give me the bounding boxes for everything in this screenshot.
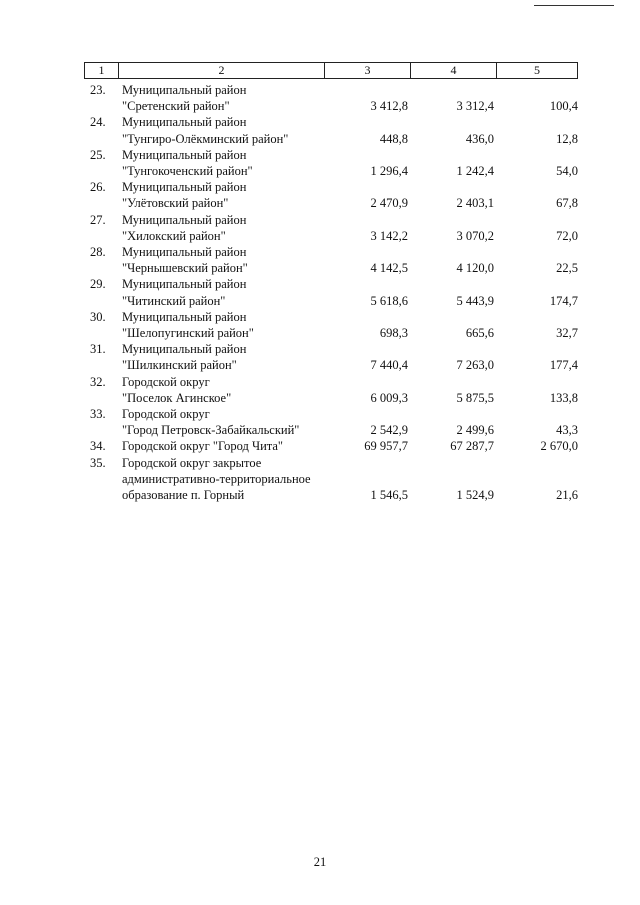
table-row [84, 309, 578, 341]
value-col-3: 4 142,5 [370, 261, 408, 276]
header-col-1: 1 [85, 63, 119, 78]
table-row [84, 179, 578, 211]
value-col-4: 436,0 [465, 131, 494, 146]
row-number: 31. [90, 342, 106, 357]
row-name-line: Муниципальный район [122, 115, 247, 130]
table-row [84, 244, 578, 276]
row-name [118, 309, 324, 341]
row-number: 26. [90, 180, 106, 195]
row-name [118, 374, 324, 406]
value-col-3: 448,8 [379, 131, 408, 146]
row-name [118, 114, 324, 146]
header-col-3: 3 [325, 63, 411, 78]
value-col-4: 2 403,1 [456, 196, 494, 211]
value-col-4: 1 242,4 [456, 164, 494, 179]
value-col-5: 12,8 [556, 131, 578, 146]
value-col-4: 7 263,0 [456, 358, 494, 373]
row-name [118, 276, 324, 308]
value-col-4: 67 287,7 [450, 439, 494, 454]
value-col-3: 69 957,7 [364, 439, 408, 454]
value-col-5: 174,7 [549, 293, 578, 308]
row-name-line: Муниципальный район [122, 147, 247, 162]
table-row [84, 374, 578, 406]
value-col-4: 3 070,2 [456, 228, 494, 243]
row-name-line: "Тунгокоченский район" [122, 164, 253, 179]
value-col-4: 665,6 [465, 326, 494, 341]
table-row [84, 406, 578, 438]
row-name-line: Городской округ [122, 407, 210, 422]
value-col-4: 4 120,0 [456, 261, 494, 276]
value-col-5: 54,0 [556, 164, 578, 179]
value-col-4: 5 875,5 [456, 390, 494, 405]
row-name-line: административно-территориальное [122, 471, 311, 486]
value-col-3: 2 542,9 [370, 423, 408, 438]
row-name-line: "Чернышевский район" [122, 261, 248, 276]
value-col-5: 2 670,0 [540, 439, 578, 454]
table-row [84, 341, 578, 373]
value-col-5: 43,3 [556, 423, 578, 438]
table-row [84, 82, 578, 114]
table-row [84, 438, 578, 454]
row-name-line: "Сретенский район" [122, 99, 230, 114]
row-name-line: "Читинский район" [122, 293, 226, 308]
value-col-3: 3 412,8 [370, 99, 408, 114]
row-name-line: "Поселок Агинское" [122, 390, 232, 405]
row-name-line: образование п. Горный [122, 488, 245, 503]
row-name-line: Муниципальный район [122, 180, 247, 195]
row-name-line: Муниципальный район [122, 342, 247, 357]
row-name-line: "Улётовский район" [122, 196, 229, 211]
value-col-3: 698,3 [379, 326, 408, 341]
value-col-5: 133,8 [549, 390, 578, 405]
row-number: 25. [90, 147, 106, 162]
value-col-4: 5 443,9 [456, 293, 494, 308]
row-number: 33. [90, 407, 106, 422]
table-row [84, 212, 578, 244]
top-rule [534, 5, 614, 6]
row-number: 35. [90, 455, 106, 470]
row-number: 34. [90, 439, 106, 454]
value-col-5: 32,7 [556, 326, 578, 341]
value-col-5: 21,6 [556, 488, 578, 503]
row-name [118, 179, 324, 211]
value-col-3: 6 009,3 [370, 390, 408, 405]
row-name-line: "Город Петровск-Забайкальский" [122, 423, 300, 438]
row-number: 27. [90, 212, 106, 227]
value-col-3: 5 618,6 [370, 293, 408, 308]
value-col-5: 72,0 [556, 228, 578, 243]
row-name [118, 147, 324, 179]
value-col-5: 22,5 [556, 261, 578, 276]
value-col-4: 1 524,9 [456, 488, 494, 503]
header-col-2: 2 [119, 63, 325, 78]
row-name-line: "Шелопугинский район" [122, 326, 254, 341]
row-name [118, 82, 324, 114]
row-name [118, 455, 324, 504]
table-body [84, 82, 578, 503]
header-col-4: 4 [411, 63, 497, 78]
value-col-3: 3 142,2 [370, 228, 408, 243]
row-name-line: Городской округ [122, 374, 210, 389]
row-name-line: Муниципальный район [122, 83, 247, 97]
row-name-line: Муниципальный район [122, 212, 247, 227]
row-name-line: Городской округ закрытое [122, 455, 262, 470]
row-name-line: "Шилкинский район" [122, 358, 237, 373]
table-header [84, 62, 578, 79]
table-row [84, 114, 578, 146]
row-name [118, 341, 324, 373]
value-col-3: 1 546,5 [370, 488, 408, 503]
row-name [118, 438, 324, 454]
row-name-line: Городской округ "Город Чита" [122, 439, 284, 454]
row-number: 28. [90, 245, 106, 260]
value-col-3: 7 440,4 [370, 358, 408, 373]
row-number: 32. [90, 374, 106, 389]
value-col-3: 2 470,9 [370, 196, 408, 211]
row-name [118, 212, 324, 244]
value-col-5: 67,8 [556, 196, 578, 211]
row-name-line: "Хилокский район" [122, 228, 226, 243]
header-col-5: 5 [534, 63, 540, 77]
table-row [84, 455, 578, 504]
row-name-line: Муниципальный район [122, 309, 247, 324]
row-number: 29. [90, 277, 106, 292]
row-name-line: "Тунгиро-Олёкминский район" [122, 131, 289, 146]
value-col-5: 177,4 [549, 358, 578, 373]
value-col-4: 3 312,4 [456, 99, 494, 114]
table-row [84, 276, 578, 308]
row-number: 24. [90, 115, 106, 130]
value-col-4: 2 499,6 [456, 423, 494, 438]
row-name-line: Муниципальный район [122, 245, 247, 260]
value-col-3: 1 296,4 [370, 164, 408, 179]
table-row [84, 147, 578, 179]
page-number: 21 [313, 855, 327, 869]
row-name-line: Муниципальный район [122, 277, 247, 292]
row-number: 23. [90, 83, 106, 97]
row-name [118, 406, 324, 438]
row-number: 30. [90, 309, 106, 324]
row-name [118, 244, 324, 276]
value-col-5: 100,4 [549, 99, 578, 114]
